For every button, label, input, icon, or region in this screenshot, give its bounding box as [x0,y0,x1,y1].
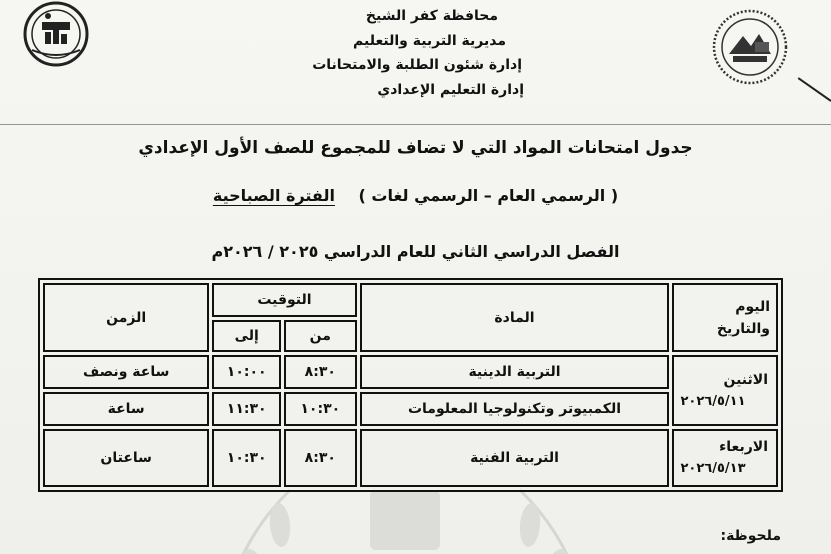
table-row [43,429,778,487]
to-cell: ١٠:٠٠ [212,355,281,389]
day-name: الاثنين [723,371,768,388]
schedule-title: جدول امتحانات المواد التي لا تضاف للمجموع للصف الأول الإعدادي [138,138,693,158]
governorate-name: محافظة كفر الشيخ [365,8,498,24]
table-row [43,355,778,389]
schools-line [0,186,831,205]
exam-date: ٢٠٢٦/٥/١١ [680,393,746,409]
duration-cell: ساعة ونصف [43,355,209,389]
page-edge-line [798,77,831,102]
exam-schedule-table [38,278,783,492]
header-day-line1: اليوم [735,298,770,315]
from-cell: ٨:٣٠ [284,429,357,487]
to-cell: ١١:٣٠ [212,392,281,426]
header-from: من [284,320,357,352]
ministry-logo-icon [12,0,100,68]
duration-cell: ساعتان [43,429,209,487]
header-day-date [672,283,778,352]
duration-cell: ساعة [43,392,209,426]
from-cell: ١٠:٣٠ [284,392,357,426]
header-duration: الزمن [43,283,209,352]
to-cell: ١٠:٣٠ [212,429,281,487]
day-cell [672,429,778,487]
day-cell [672,355,778,426]
header-day-line2: والتاريخ [716,320,770,337]
subject-cell: الكمبيوتر وتكنولوجيا المعلومات [360,392,670,426]
header-to: إلى [212,320,281,352]
subject-cell: التربية الدينية [360,355,670,389]
subject-cell: التربية الفنية [360,429,670,487]
day-name: الاربعاء [719,439,768,455]
notes-label: ملحوظة: [720,528,781,544]
table-row [43,392,778,426]
header-block [266,4,526,102]
from-cell: ٨:٣٠ [284,355,357,389]
period-label: الفترة الصباحية [212,186,335,205]
directorate-logo-icon [709,6,791,88]
table-header-row [43,283,778,317]
term-line: الفصل الدراسي الثاني للعام الدراسي ٢٠٢٥ / ٢٠٢٦م [211,242,620,261]
header-subject: المادة [360,283,670,352]
header-timing: التوقيت [212,283,356,317]
exam-date: ٢٠٢٦/٥/١٣ [680,461,746,476]
school-types: ( الرسمي العام – الرسمي لغات ) [358,186,619,205]
student-affairs-admin: إدارة شئون الطلبة والامتحانات [312,57,522,73]
header-divider [0,124,831,125]
directorate-name: مديرية التربية والتعليم [353,32,506,49]
prep-education-admin: إدارة التعليم الإعدادي [377,81,524,98]
